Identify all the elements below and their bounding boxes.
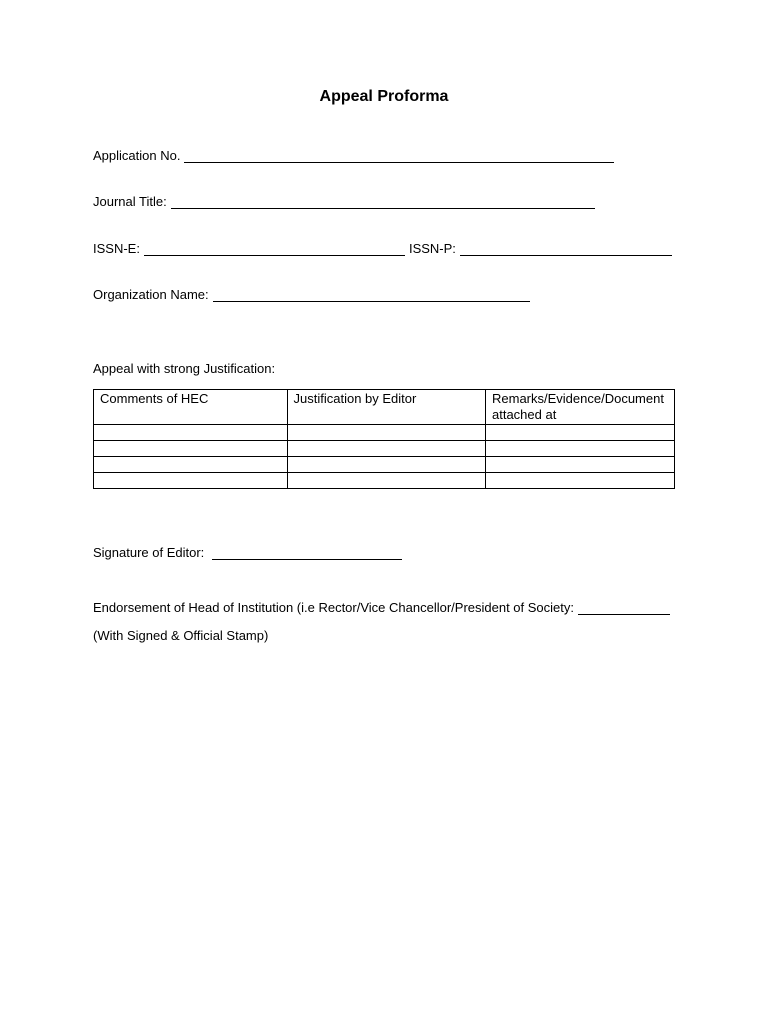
table-cell[interactable]	[486, 441, 675, 457]
stamp-note: (With Signed & Official Stamp)	[93, 628, 269, 643]
table-cell[interactable]	[287, 457, 486, 473]
signature-label: Signature of Editor:	[93, 545, 205, 560]
table-cell[interactable]	[287, 425, 486, 441]
column-header-comments-of-hec: Comments of HEC	[94, 390, 288, 425]
application-no-label: Application No.	[93, 148, 181, 163]
table-row	[94, 473, 675, 489]
organization-name-row	[93, 287, 530, 302]
table-row	[94, 441, 675, 457]
endorsement-label: Endorsement of Head of Institution (i.e Rector/Vice Chancellor/President of Society:	[93, 600, 575, 615]
appeal-table	[93, 389, 675, 489]
table-cell[interactable]	[94, 441, 288, 457]
table-cell[interactable]	[287, 473, 486, 489]
issn-p-label: ISSN-P:	[408, 241, 456, 256]
organization-name-field[interactable]	[213, 289, 530, 302]
table-cell[interactable]	[94, 425, 288, 441]
organization-name-label: Organization Name:	[93, 287, 209, 302]
issn-e-label: ISSN-E:	[93, 241, 140, 256]
table-cell[interactable]	[486, 425, 675, 441]
issn-p-field[interactable]	[460, 243, 672, 256]
table-row	[94, 457, 675, 473]
journal-title-label: Journal Title:	[93, 194, 167, 209]
table-cell[interactable]	[287, 441, 486, 457]
application-no-row	[93, 148, 614, 163]
column-header-remarks-evidence: Remarks/Evidence/Document attached at	[486, 390, 675, 425]
application-no-field[interactable]	[184, 150, 614, 163]
issn-e-field[interactable]	[144, 243, 405, 256]
table-cell[interactable]	[486, 473, 675, 489]
page-title: Appeal Proforma	[319, 88, 449, 105]
signature-row	[93, 545, 402, 560]
table-header-row	[94, 390, 675, 425]
table-row	[94, 425, 675, 441]
appeal-heading: Appeal with strong Justification:	[93, 361, 276, 376]
endorsement-field[interactable]	[578, 602, 670, 615]
journal-title-row	[93, 194, 595, 209]
endorsement-row	[93, 600, 670, 615]
table-cell[interactable]	[94, 457, 288, 473]
table-cell[interactable]	[94, 473, 288, 489]
signature-field[interactable]	[212, 547, 402, 560]
journal-title-field[interactable]	[171, 196, 595, 209]
issn-row	[93, 241, 672, 256]
table-cell[interactable]	[486, 457, 675, 473]
column-header-justification-by-editor: Justification by Editor	[287, 390, 486, 425]
